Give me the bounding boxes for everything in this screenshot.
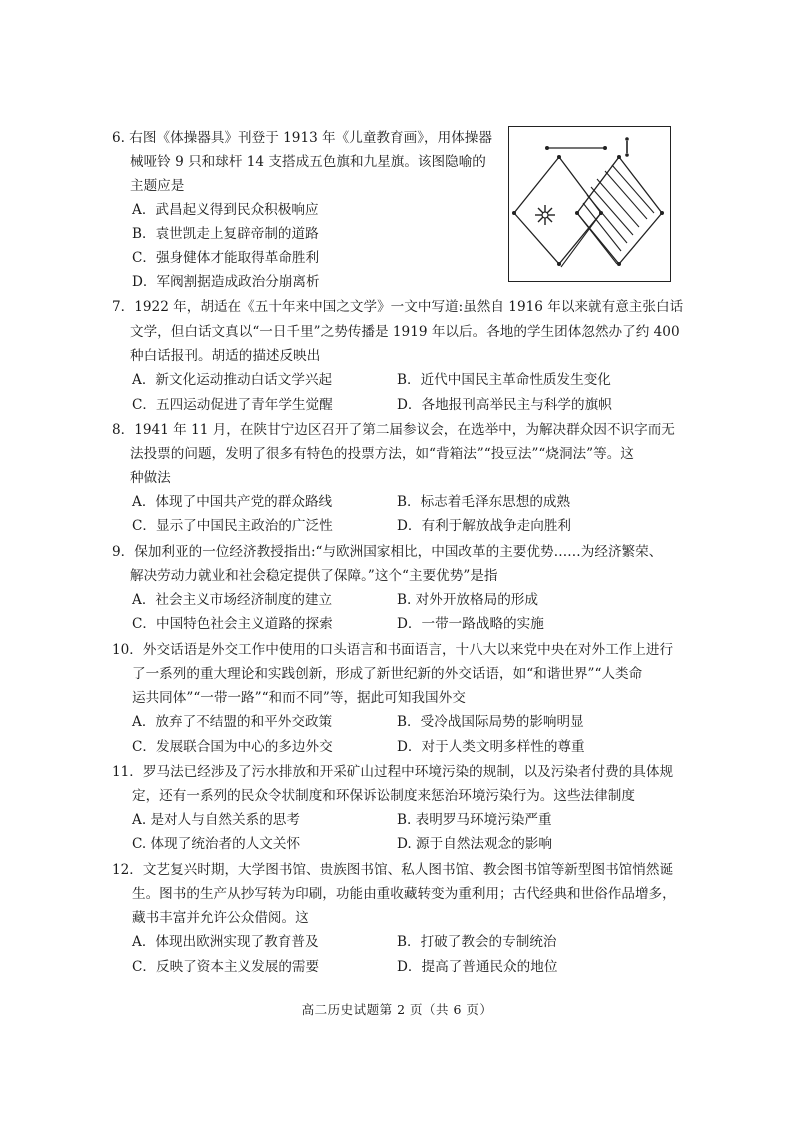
q7-line-1: 7．1922 年，胡适在《五十年来中国之文学》一文中写道:虽然自 1916 年以来就有意主张白话 [112, 299, 684, 315]
q7-option-c: C．五四运动促进了青年学生觉醒 [132, 397, 333, 413]
q10-option-d: D．对于人类文明多样性的尊重 [397, 739, 585, 755]
q12-line-3: 藏书丰富并允许公众借阅。这 [132, 910, 309, 926]
q9-option-d: D．一带一路战略的实施 [397, 616, 544, 632]
q9-option-a: A．社会主义市场经济制度的建立 [132, 592, 333, 608]
q12-line-2: 生。图书的生产从抄写转为印刷，功能由重收藏转变为重利用；古代经典和世俗作品增多， [132, 886, 676, 902]
q12-option-b: B．打破了教会的专制统治 [397, 934, 557, 950]
page-footer: 高二历史试题第 2 页（共 6 页） [301, 1002, 493, 1017]
q6-option-a: A．武昌起义得到民众积极响应 [132, 202, 319, 218]
q6-line-3: 主题应是 [130, 178, 185, 194]
q6-line-1: 6. 右图《体操器具》刊登于 1913 年《儿童教育画》，用体操器 [112, 130, 492, 146]
q9-line-2: 解决劳动力就业和社会稳定提供了保障。”这个“主要优势”是指 [130, 568, 498, 584]
q11-option-d: D. 源于自然法观念的影响 [397, 836, 552, 852]
q11-option-b: B. 表明罗马环境污染严重 [397, 812, 552, 828]
q11-option-c: C. 体现了统治者的人文关怀 [132, 836, 301, 852]
q6-line-2: 械哑铃 9 只和球杆 14 支搭成五色旗和九星旗。该图隐喻的 [130, 154, 486, 170]
q12-line-1: 12．文艺复兴时期，大学图书馆、贵族图书馆、私人图书馆、教会图书馆等新型图书馆悄然诞 [112, 862, 674, 878]
q8-option-c: C．显示了中国民主政治的广泛性 [132, 518, 333, 534]
q10-line-1: 10．外交话语是外交工作中使用的口头语言和书面语言，十八大以来党中央在对外工作上进行 [112, 642, 674, 658]
q9-line-1: 9．保加利亚的一位经济教授指出:“与欧洲国家相比，中国改革的主要优势……为经济繁荣、 [112, 544, 663, 560]
q8-line-2: 法投票的问题，发明了很多有特色的投票方法，如“背箱法”“投豆法”“烧洞法”等。这 [130, 446, 634, 462]
q7-option-a: A．新文化运动推动白话文学兴起 [132, 372, 333, 388]
q7-option-b: B．近代中国民主革命性质发生变化 [397, 372, 611, 388]
q12-option-c: C．反映了资本主义发展的需要 [132, 959, 320, 975]
q6-option-b: B．袁世凯走上复辟帝制的道路 [132, 226, 319, 242]
q10-option-a: A．放弃了不结盟的和平外交政策 [132, 714, 333, 730]
q12-option-d: D．提高了普通民众的地位 [397, 959, 558, 975]
q11-option-a: A. 是对人与自然关系的思考 [132, 812, 300, 828]
q6-option-d: D．军阀割据造成政治分崩离析 [132, 274, 320, 290]
q8-option-b: B．标志着毛泽东思想的成熟 [397, 494, 571, 510]
q7-line-3: 种白话报刊。胡适的描述反映出 [130, 348, 321, 364]
q8-option-d: D．有利于解放战争走向胜利 [397, 518, 572, 534]
q9-option-b: B. 对外开放格局的形成 [397, 592, 538, 608]
q8-line-1: 8．1941 年 11 月，在陕甘宁边区召开了第二届参议会，在选举中，为解决群众因不识字而无 [112, 422, 675, 438]
q8-option-a: A．体现了中国共产党的群众路线 [132, 494, 333, 510]
q6-option-c: C．强身健体才能取得革命胜利 [132, 250, 320, 266]
q11-line-1: 11．罗马法已经涉及了污水排放和开采矿山过程中环境污染的规制，以及污染者付费的具体规 [112, 764, 674, 780]
gymnastics-equipment-figure [508, 126, 671, 282]
q7-line-2: 文学，但白话文真以“一日千里”之势传播是 1919 年以后。各地的学生团体忽然办了约 400 [130, 324, 680, 340]
q10-option-c: C．发展联合国为中心的多边外交 [132, 739, 333, 755]
q11-line-2: 定，还有一系列的民众令状制度和环保诉讼制度来惩治环境污染行为。这些法律制度 [132, 788, 635, 804]
q7-option-d: D．各地报刊高举民主与科学的旗帜 [397, 397, 612, 413]
q10-line-2: 了一系列的重大理论和实践创新，形成了新世纪新的外交话语，如“和谐世界”“人类命 [132, 666, 643, 682]
q12-option-a: A．体现出欧洲实现了教育普及 [132, 934, 319, 950]
q10-line-3: 运共同体”“一带一路”“和而不同”等，据此可知我国外交 [132, 690, 466, 706]
q9-option-c: C．中国特色社会主义道路的探索 [132, 616, 333, 632]
q8-line-3: 种做法 [130, 470, 171, 486]
flag-drawing [509, 127, 669, 280]
q10-option-b: B．受冷战国际局势的影响明显 [397, 714, 584, 730]
